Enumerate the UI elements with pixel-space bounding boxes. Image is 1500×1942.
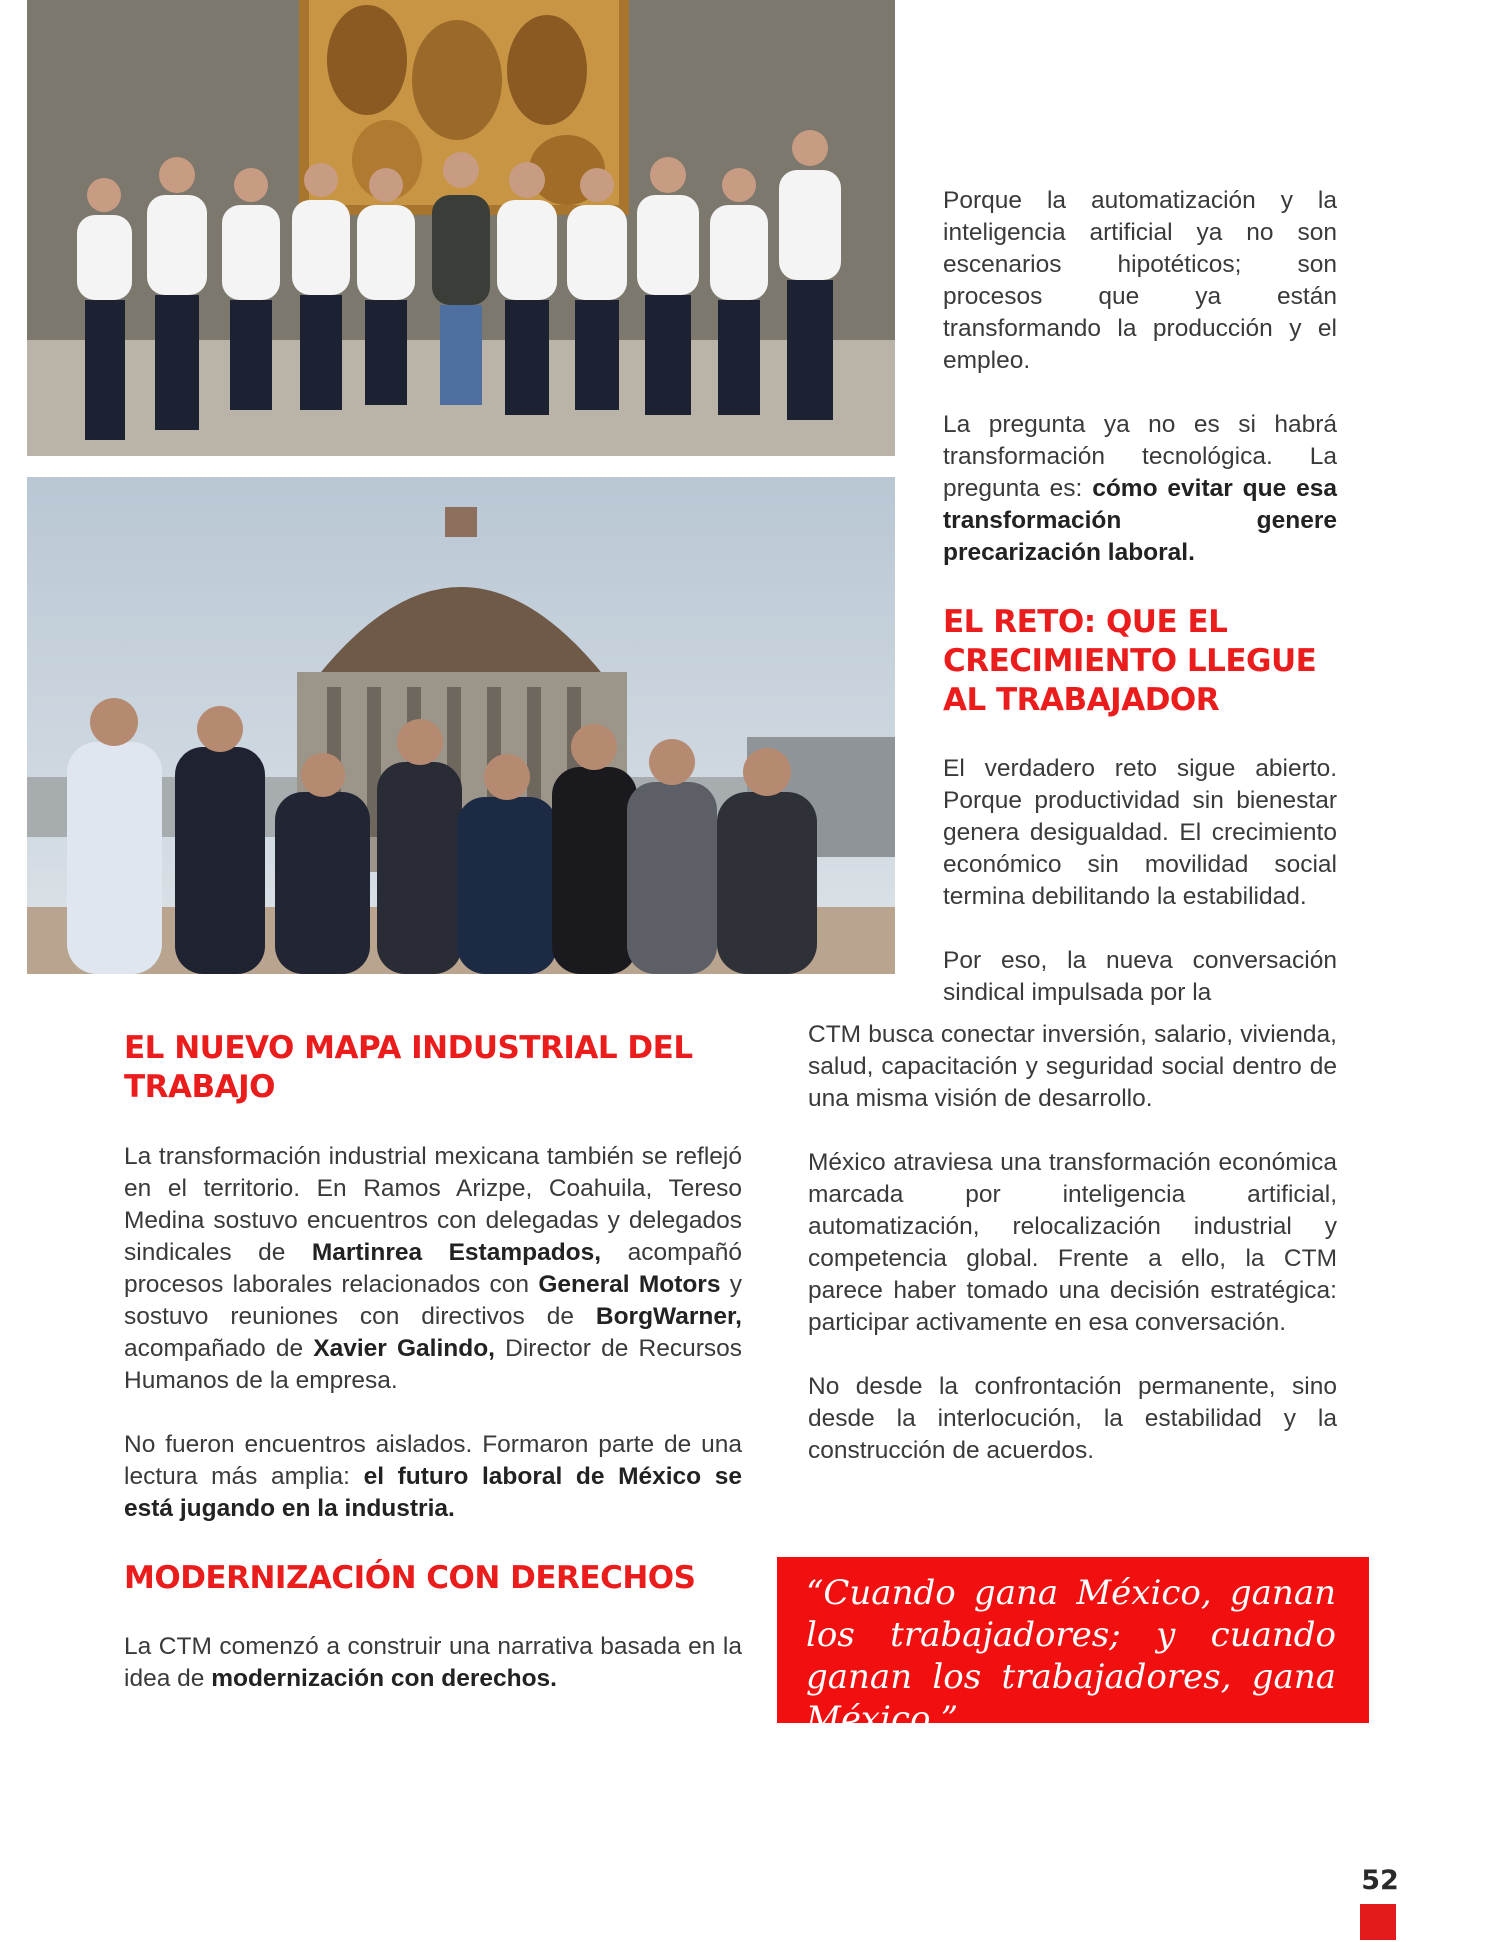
text-run: acompañó procesos laborales relacionados con <box>124 1239 742 1298</box>
right-column-top <box>943 185 1337 1009</box>
paragraph: No desde la confrontación permanente, sino desde la interlocución, la estabilidad y la construcción de acuerdos. <box>808 1373 1337 1464</box>
paragraph: Porque la automatización y la inteligencia artificial ya no son escenarios hipotéticos; son procesos que ya están transformando la producción y el empleo. <box>943 187 1337 374</box>
paragraph: México atraviesa una transformación económica marcada por inteligencia artificial, automatización, relocalización industrial y competencia global. Frente a ello, la CTM parece haber tomado una decisión estratégica: participar activamente en esa conversación. <box>808 1149 1337 1336</box>
text-run: La CTM comenzó a construir una narrativa basada en la idea de <box>124 1633 742 1692</box>
paragraph <box>124 1429 742 1525</box>
section-heading-reto: EL RETO: QUE EL CRECIMIENTO LLEGUE AL TRABAJADOR <box>943 604 1317 718</box>
bold-text-run: Xavier Galindo, <box>313 1335 495 1362</box>
paragraph <box>943 409 1337 569</box>
photo-group-men-monument <box>27 477 895 974</box>
photo-group-women <box>27 0 895 456</box>
bold-text-run: el futuro laboral de México se está jugando en la industria. <box>124 1463 742 1522</box>
page-marker <box>1360 1904 1396 1940</box>
bold-text-run: General Motors <box>538 1271 721 1298</box>
bold-text-run: modernización con derechos. <box>211 1665 557 1692</box>
bold-text-run: Martinrea Estampados, <box>311 1239 602 1266</box>
paragraph <box>124 1141 742 1397</box>
paragraph: CTM busca conectar inversión, salario, vivienda, salud, capacitación y seguridad social dentro de una misma visión de desarrollo. <box>808 1021 1337 1112</box>
paragraph: El verdadero reto sigue abierto. Porque productividad sin bienestar genera desigualdad. El crecimiento económico sin movilidad social termina debilitando la estabilidad. <box>943 755 1337 910</box>
paragraph: Por eso, la nueva conversación sindical impulsada por la <box>943 947 1337 1006</box>
pull-quote: “Cuando gana México, ganan los trabajadores; y cuando ganan los trabajadores, gana México.” <box>806 1573 1336 1739</box>
text-run: La transformación industrial mexicana también se reflejó en el territorio. En Ramos Arizpe, Coahuila, Tereso Medina sostuvo encuentros con delegadas y delegados sindicales de <box>124 1143 742 1266</box>
text-run: acompañado de <box>124 1335 314 1362</box>
text-run: Director de Recursos Humanos de la empresa. <box>124 1335 742 1394</box>
text-run: No fueron encuentros aislados. Formaron parte de una lectura más amplia: <box>124 1431 742 1490</box>
left-column <box>124 1029 742 1695</box>
section-heading-mapa: EL NUEVO MAPA INDUSTRIAL DEL TRABAJO <box>124 1030 693 1105</box>
paragraph <box>124 1631 742 1695</box>
right-column-lower <box>808 1019 1337 1467</box>
text-run: y sostuvo reuniones con directivos de <box>124 1271 742 1330</box>
page-number: 52 <box>1361 1865 1399 1896</box>
text-run: La pregunta ya no es si habrá transformación tecnológica. La pregunta es: <box>943 411 1337 502</box>
bold-text-run: cómo evitar que esa transformación genere precarización laboral. <box>943 475 1337 566</box>
section-heading-moderna: MODERNIZACIÓN CON DERECHOS <box>124 1560 696 1596</box>
bold-text-run: BorgWarner, <box>595 1303 742 1330</box>
